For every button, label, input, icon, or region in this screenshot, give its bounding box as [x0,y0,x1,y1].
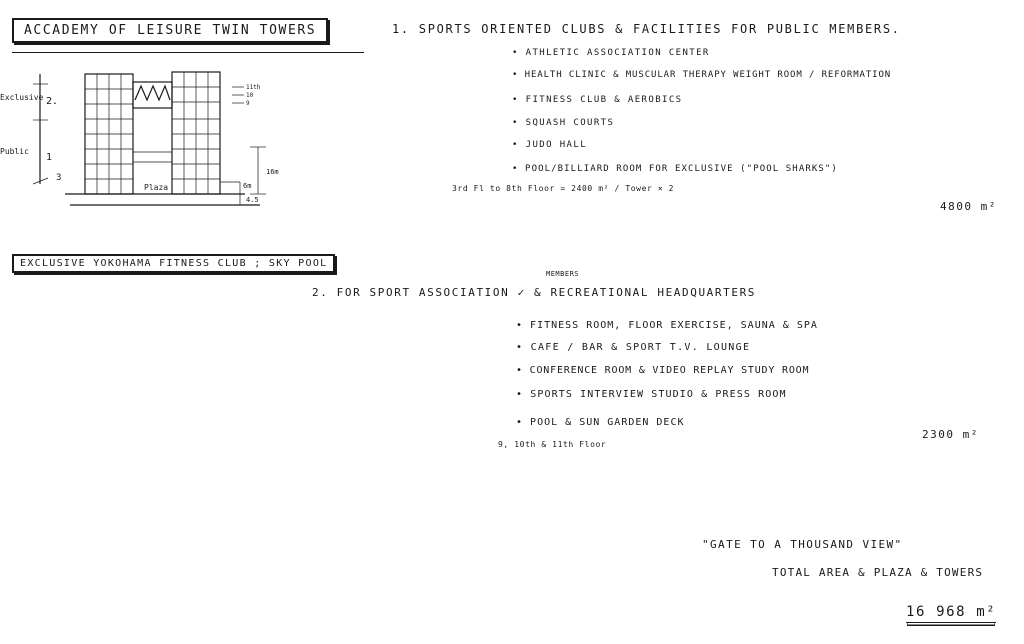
section-1-area: 4800 m² [940,200,997,213]
floor-9-label: 9 [246,100,250,107]
section-2-floors-note: 9, 10th & 11th Floor [498,440,607,449]
section-1-item: • FITNESS CLUB & AEROBICS [512,95,682,105]
section-1-item: • JUDO HALL [512,140,587,150]
zone-2-label: 2. [46,96,59,107]
dim-45-label: 4.5 [246,196,259,204]
exclusive-label: Exclusive [0,93,44,102]
section-2-item: • CONFERENCE ROOM & VIDEO REPLAY STUDY ROOM [516,365,809,376]
section-1-item: • ATHLETIC ASSOCIATION CENTER [512,48,710,58]
floor-11-label: 11th [246,84,261,91]
section-2-item: • POOL & SUN GARDEN DECK [516,417,685,428]
section-1-item: • POOL/BILLIARD ROOM FOR EXCLUSIVE ("POOL SHARKS") [512,164,838,174]
section-1-floors-note: 3rd Fl to 8th Floor = 2400 m² / Tower × 2 [452,184,675,193]
title-underline [12,52,364,53]
footer-quote: "GATE TO A THOUSAND VIEW" [702,538,903,551]
footer-total-label: TOTAL AREA & PLAZA & TOWERS [772,566,984,579]
section-1-heading: 1. SPORTS ORIENTED CLUBS & FACILITIES FOR PUBLIC MEMBERS. [392,22,901,36]
zone-3-label: 3 [56,173,62,183]
section-2-item: • FITNESS ROOM, FLOOR EXERCISE, SAUNA & SPA [516,320,818,331]
right-tower-grid [172,72,220,194]
plaza-label: Plaza [144,183,169,192]
floor-10-label: 10 [246,92,254,99]
height-16m-label: 16m [266,168,279,176]
title-box: ACCADEMY OF LEISURE TWIN TOWERS [12,18,328,43]
public-label: Public [0,147,29,156]
section-2-members-note: MEMBERS [546,270,580,278]
section-2-area: 2300 m² [922,428,979,441]
footer-total-value: 16 968 m² [906,604,996,623]
section-2-heading: 2. FOR SPORT ASSOCIATION ✓ & RECREATIONAL HEADQUARTERS [312,286,757,299]
tower-section-sketch [0,62,300,242]
exclusive-club-box: EXCLUSIVE YOKOHAMA FITNESS CLUB ; SKY POOL [12,254,335,273]
left-tower-grid [85,74,133,194]
zone-1-label: 1 [46,152,53,163]
section-1-item: • SQUASH COURTS [512,118,614,128]
section-2-item: • CAFE / BAR & SPORT T.V. LOUNGE [516,342,750,353]
section-1-item: • HEALTH CLINIC & MUSCULAR THERAPY WEIGHT ROOM / REFORMATION [512,70,891,80]
bridge-zigzag [135,86,170,100]
dim-6m-label: 6m [243,182,252,190]
section-2-item: • SPORTS INTERVIEW STUDIO & PRESS ROOM [516,389,787,400]
